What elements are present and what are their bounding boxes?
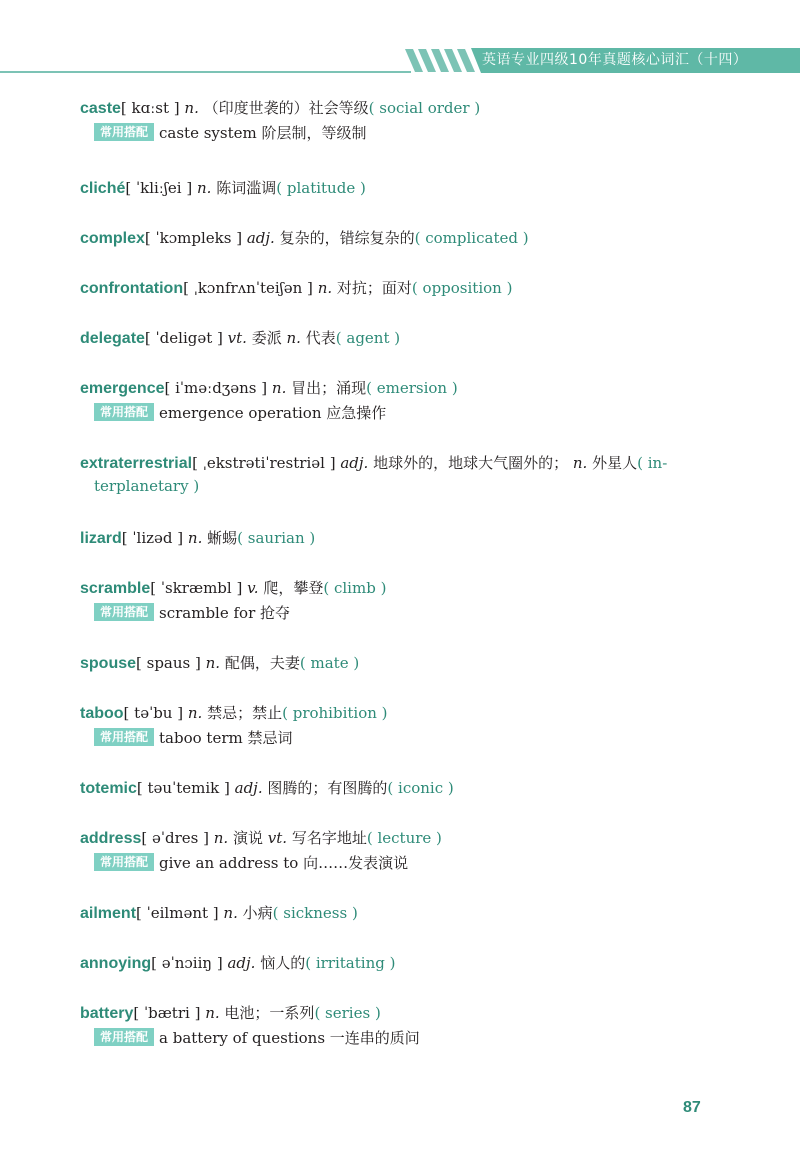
definition: 陈词滥调 [216, 179, 277, 197]
collocation-tag: 常用搭配 [94, 1028, 154, 1046]
part-of-speech: n. [205, 1004, 220, 1022]
phonetic: [ ˌkɔnfrʌnˈteiʃən ] [183, 279, 313, 297]
page-number: 87 [683, 1099, 701, 1116]
headword: spouse [80, 655, 137, 672]
entry-confrontation [80, 277, 740, 300]
definition: 蜥蜴 [207, 529, 238, 547]
part-of-speech: n. [184, 99, 199, 117]
headword: delegate [80, 330, 145, 347]
entry-headline [80, 452, 740, 475]
collocation-text: a battery of questions 一连串的质问 [159, 1029, 420, 1047]
headword: emergence [80, 380, 165, 397]
synonym: ( platitude ) [276, 179, 366, 197]
entry-headline [80, 327, 740, 350]
definition-2: 代表 [305, 329, 336, 347]
entry-battery [80, 1002, 740, 1049]
part-of-speech: vt. [227, 329, 247, 347]
phonetic: [ təuˈtemik ] [136, 779, 230, 797]
definition: 禁忌；禁止 [207, 704, 283, 722]
collocation-tag: 常用搭配 [94, 853, 154, 871]
entry-totemic [80, 777, 740, 800]
definition: 对抗；面对 [336, 279, 412, 297]
collocation [94, 602, 740, 624]
collocation [94, 402, 740, 424]
part-of-speech: n. [317, 279, 333, 297]
entry-annoying [80, 952, 740, 975]
entry-scramble [80, 577, 740, 624]
collocation-tag: 常用搭配 [94, 403, 154, 421]
phonetic: [ ˌekstrətiˈrestriəl ] [192, 454, 336, 472]
headword: cliché [80, 180, 126, 197]
definition-2: 写名字地址 [291, 829, 367, 847]
collocation-tag: 常用搭配 [94, 123, 154, 141]
entry-headline [80, 97, 740, 120]
part-of-speech: n. [187, 704, 203, 722]
entry-taboo [80, 702, 740, 749]
entry-headline [80, 377, 740, 400]
phonetic: [ ˈskræmbl ] [150, 579, 243, 597]
entry-address [80, 827, 740, 874]
part-of-speech: adj. [234, 779, 263, 797]
synonym: ( agent ) [335, 329, 401, 347]
collocation [94, 122, 740, 144]
collocation-text: taboo term 禁忌词 [159, 729, 293, 747]
phonetic: [ təˈbu ] [123, 704, 184, 722]
phonetic: [ əˈdres ] [141, 829, 209, 847]
part-of-speech: n. [187, 529, 203, 547]
part-of-speech: adj. [340, 454, 369, 472]
part-of-speech: adj. [246, 229, 275, 247]
headword: lizard [80, 530, 122, 547]
phonetic: [ kɑːst ] [120, 99, 180, 117]
entry-headline [80, 277, 740, 300]
part-of-speech-2: n. [286, 329, 301, 347]
headword: totemic [80, 780, 137, 797]
collocation-text: caste system 阶层制，等级制 [159, 124, 367, 142]
collocation-text: give an address to 向……发表演说 [159, 854, 409, 872]
definition: （印度世袭的）社会等级 [203, 99, 369, 117]
headword: address [80, 830, 142, 847]
synonym: ( complicated ) [414, 229, 529, 247]
part-of-speech: n. [271, 379, 287, 397]
definition: 恼人的 [260, 954, 306, 972]
collocation [94, 727, 740, 749]
definition: 电池；一系列 [224, 1004, 315, 1022]
entry-headline [80, 227, 740, 250]
definition: 演说 [232, 829, 263, 847]
entry-lizard [80, 527, 740, 550]
part-of-speech: adj. [227, 954, 256, 972]
entry-headline [80, 1002, 740, 1025]
entry-extraterrestrial [80, 452, 740, 497]
entry-spouse [80, 652, 740, 675]
entry-ailment [80, 902, 740, 925]
collocation [94, 852, 740, 874]
phonetic: [ iˈməːdʒəns ] [164, 379, 268, 397]
part-of-speech: n. [223, 904, 238, 922]
headword: ailment [80, 905, 137, 922]
synonym: ( in- [637, 454, 668, 472]
synonym: ( opposition ) [411, 279, 513, 297]
headword: annoying [80, 955, 152, 972]
collocation-tag: 常用搭配 [94, 603, 154, 621]
headword: extraterrestrial [80, 455, 193, 472]
headword: caste [80, 100, 121, 117]
entry-headline [80, 177, 740, 200]
phonetic: [ ˈbætri ] [133, 1004, 201, 1022]
entry-headline [80, 777, 740, 800]
synonym: ( prohibition ) [282, 704, 388, 722]
definition-2: 外星人 [592, 454, 638, 472]
phonetic: [ əˈnɔiiŋ ] [151, 954, 223, 972]
synonym: ( social order ) [368, 99, 481, 117]
part-of-speech: n. [205, 654, 221, 672]
synonym: ( lecture ) [366, 829, 442, 847]
headword: complex [80, 230, 145, 247]
synonym: ( saurian ) [237, 529, 316, 547]
headword: battery [80, 1005, 134, 1022]
entry-cliche [80, 177, 740, 200]
part-of-speech: n. [213, 829, 229, 847]
entry-headline [80, 652, 740, 675]
phonetic: [ ˈeilmənt ] [136, 904, 219, 922]
chapter-title: 英语专业四级10年真题核心词汇（十四） [482, 52, 748, 68]
definition: 冒出；涌现 [291, 379, 367, 397]
synonym: ( iconic ) [387, 779, 454, 797]
chapter-banner [405, 45, 800, 76]
definition: 小病 [242, 904, 273, 922]
collocation [94, 1027, 740, 1049]
headword: scramble [80, 580, 151, 597]
phonetic: [ ˈkliːʃei ] [125, 179, 193, 197]
phonetic: [ ˈlizəd ] [121, 529, 184, 547]
headword: taboo [80, 705, 124, 722]
definition: 委派 [251, 329, 282, 347]
collocation-tag: 常用搭配 [94, 728, 154, 746]
phonetic: [ spaus ] [136, 654, 201, 672]
entry-headline [80, 577, 740, 600]
synonym-continued: terplanetary ) [94, 477, 200, 495]
part-of-speech-2: n. [572, 454, 588, 472]
part-of-speech: n. [197, 179, 212, 197]
synonym: ( emersion ) [366, 379, 458, 397]
phonetic: [ ˈdeligət ] [144, 329, 223, 347]
part-of-speech: v. [247, 579, 259, 597]
synonym: ( series ) [314, 1004, 381, 1022]
entry-complex [80, 227, 740, 250]
synonym: ( sickness ) [272, 904, 358, 922]
headword: confrontation [80, 280, 184, 297]
header-rule [0, 71, 411, 73]
synonym: ( mate ) [299, 654, 360, 672]
entry-caste [80, 97, 740, 144]
definition: 爬，攀登 [263, 579, 324, 597]
definition: 复杂的，错综复杂的 [279, 229, 415, 247]
entry-headline [80, 902, 740, 925]
entry-delegate [80, 327, 740, 350]
collocation-text: scramble for 抢夺 [159, 604, 291, 622]
part-of-speech-2: vt. [267, 829, 288, 847]
definition: 图腾的；有图腾的 [267, 779, 388, 797]
entry-headline [80, 702, 740, 725]
entry-headline [80, 827, 740, 850]
entry-headline [80, 952, 740, 975]
synonym: ( irritating ) [305, 954, 396, 972]
entry-headline [80, 527, 740, 550]
definition: 地球外的，地球大气圈外的； [373, 454, 569, 472]
synonym: ( climb ) [323, 579, 387, 597]
definition: 配偶，夫妻 [224, 654, 300, 672]
phonetic: [ ˈkɔmpleks ] [144, 229, 243, 247]
collocation-text: emergence operation 应急操作 [159, 404, 387, 422]
entry-emergence [80, 377, 740, 424]
